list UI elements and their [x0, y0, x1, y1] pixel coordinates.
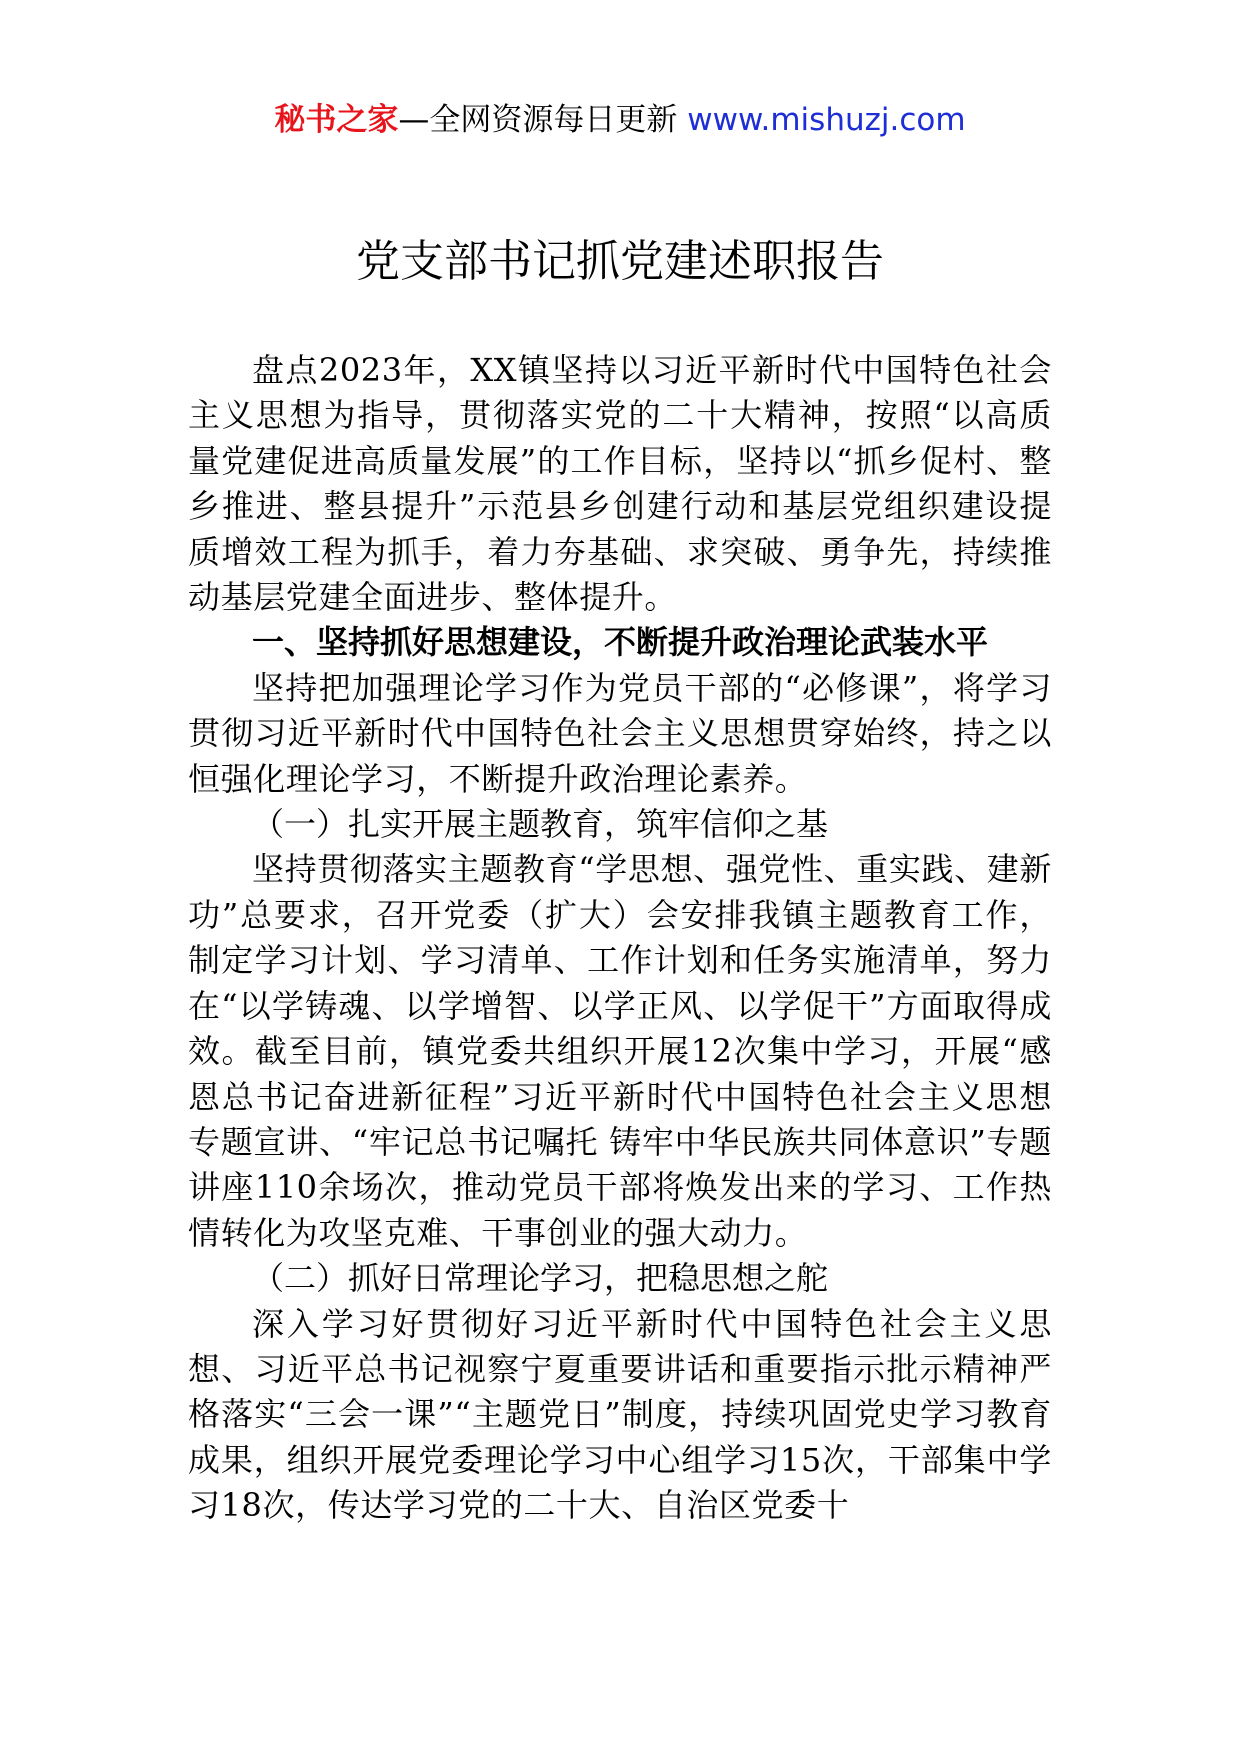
section-1-summary: 坚持把加强理论学习作为党员干部的“必修课”，将学习贯彻习近平新时代中国特色社会主义思想贯穿始终，持之以恒强化理论学习，不断提升政治理论素养。	[188, 668, 1052, 798]
site-brand: 秘书之家	[274, 102, 399, 138]
subsection-2-heading: （二）抓好日常理论学习，把稳思想之舵	[252, 1259, 829, 1298]
site-banner	[0, 100, 1240, 140]
document-body	[188, 348, 1052, 1529]
subsection-1-paragraph: 坚持贯彻落实主题教育“学思想、强党性、重实践、建新功”总要求，召开党委（扩大）会安排我镇主题教育工作，制定学习计划、学习清单、工作计划和任务实施清单，努力在“以学铸魂、以学增智、以学正风、以学促干”方面取得成效。截至目前，镇党委共组织开展12次集中学习，开展“感恩总书记奋进新征程”习近平新时代中国特色社会主义思想专题宣讲、“牢记总书记嘱托 铸牢中华民族共同体意识”专题讲座110余场次，推动党员干部将焕发出来的学习、工作热情转化为攻坚克难、干事创业的强大动力。	[188, 850, 1052, 1252]
document-title: 党支部书记抓党建述职报告	[356, 236, 884, 287]
subsection-1-heading: （一）扎实开展主题教育，筑牢信仰之基	[252, 805, 829, 844]
subsection-2-paragraph: 深入学习好贯彻好习近平新时代中国特色社会主义思想、习近平总书记视察宁夏重要讲话和重要指示批示精神严格落实“三会一课”“主题党日”制度，持续巩固党史学习教育成果，组织开展党委理论学习中心组学习15次，干部集中学习18次，传达学习党的二十大、自治区党委十	[188, 1304, 1052, 1525]
site-tagline: —全网资源每日更新	[398, 102, 688, 138]
site-url-link[interactable]: www.mishuzj.com	[687, 102, 966, 138]
intro-paragraph: 盘点2023年，XX镇坚持以习近平新时代中国特色社会主义思想为指导，贯彻落实党的二十大精神，按照“以高质量党建促进高质量发展”的工作目标，坚持以“抓乡促村、整乡推进、整县提升”示范县乡创建行动和基层党组织建设提质增效工程为抓手，着力夯基础、求突破、勇争先，持续推动基层党建全面进步、整体提升。	[188, 351, 1052, 617]
section-1-heading: 一、坚持抓好思想建设，不断提升政治理论武装水平	[252, 623, 989, 662]
